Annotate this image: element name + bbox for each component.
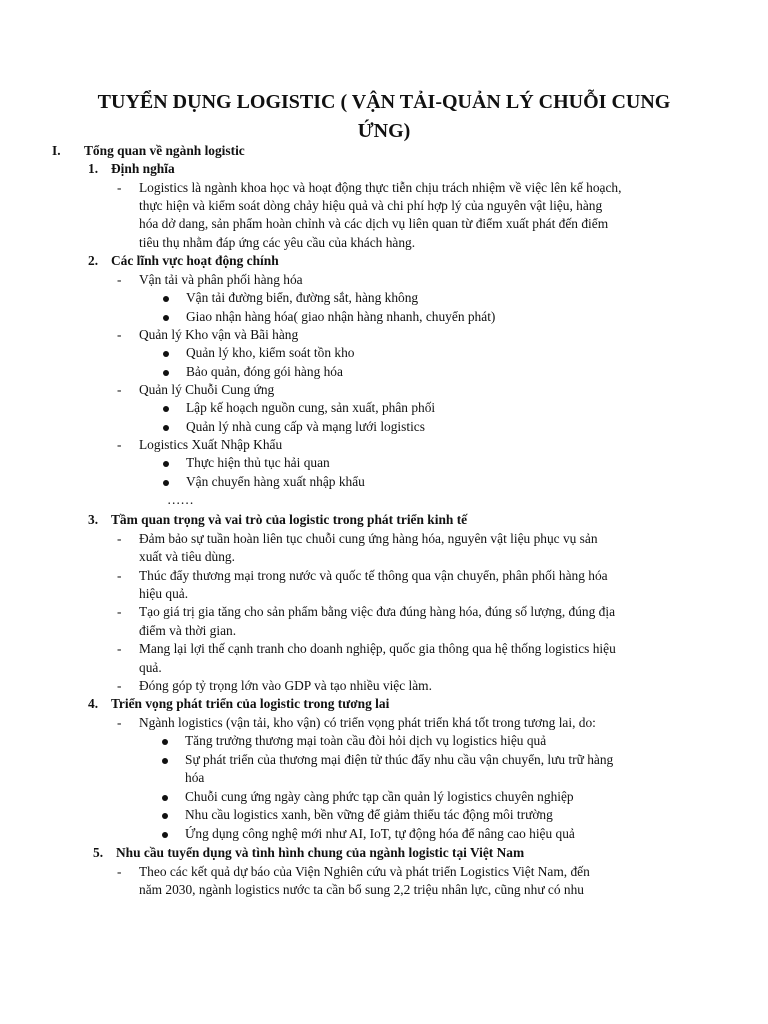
dash-marker: - [117, 568, 122, 583]
definition-line: tiêu thụ nhằm đáp ứng các yêu cầu của khách hàng. [139, 235, 416, 250]
bullet-dot [163, 370, 169, 376]
bullet-dot [163, 351, 169, 357]
importance-line: Thúc đẩy thương mại trong nước và quốc tế thông qua vận chuyển, phân phối hàng hóa [139, 568, 608, 583]
bullet-dot [163, 461, 169, 467]
bullet-dot [162, 832, 168, 838]
ellipsis: …… [167, 492, 194, 507]
recruitment-line: năm 2030, ngành logistics nước ta cần bổ sung 2,2 triệu nhân lực, cũng như có nhu [139, 882, 584, 897]
definition-line: thực hiện và kiểm soát dòng chảy hiệu quả và chi phí hợp lý của nguyên vật liệu, hàng [139, 198, 603, 213]
bullet-dot [163, 296, 169, 302]
dash-marker: - [117, 272, 122, 287]
field-item: Thực hiện thủ tục hải quan [186, 455, 330, 470]
importance-line: hiệu quả. [139, 586, 189, 601]
document-title: TUYỂN DỤNG LOGISTIC ( VẬN TẢI-QUẢN LÝ CHUỖI CUNG ỨNG) [97, 91, 671, 142]
field-item: Quản lý nhà cung cấp và mạng lưới logistics [186, 419, 425, 434]
dash-marker: - [117, 641, 122, 656]
recruitment-line: Theo các kết quả dự báo của Viện Nghiên cứu và phát triển Logistics Việt Nam, đến [139, 864, 590, 879]
subsection-5-heading: Nhu cầu tuyển dụng và tình hình chung của ngành logistic tại Việt Nam [116, 845, 525, 860]
dash-marker: - [117, 531, 122, 546]
bullet-dot [162, 758, 168, 764]
field-item: Vận tải đường biển, đường sắt, hàng không [186, 290, 419, 305]
importance-line: điểm và thời gian. [139, 623, 237, 638]
field-label: Quản lý Kho vận và Bãi hàng [139, 327, 299, 342]
field-item: Quản lý kho, kiểm soát tồn kho [186, 345, 355, 360]
subsection-5-number: 5. [93, 845, 104, 860]
section-number: I. [52, 143, 61, 158]
dash-marker: - [117, 715, 122, 730]
importance-line: quả. [139, 660, 162, 675]
subsection-1-number: 1. [88, 161, 99, 176]
outlook-item: Ứng dụng công nghệ mới như AI, IoT, tự động hóa để nâng cao hiệu quả [185, 826, 575, 841]
field-label: Vận tải và phân phối hàng hóa [139, 272, 303, 287]
importance-line: Đảm bảo sự tuần hoàn liên tục chuỗi cung ứng hàng hóa, nguyên vật liệu phục vụ sản [139, 531, 598, 546]
dash-marker: - [117, 327, 122, 342]
subsection-1-heading: Định nghĩa [111, 161, 175, 176]
bullet-dot [163, 480, 169, 486]
bullet-dot [163, 315, 169, 321]
dash-marker: - [117, 382, 122, 397]
importance-line: xuất và tiêu dùng. [139, 549, 235, 564]
section-heading: Tổng quan về ngành logistic [84, 143, 245, 158]
field-item: Lập kế hoạch nguồn cung, sản xuất, phân phối [186, 400, 436, 415]
importance-line: Tạo giá trị gia tăng cho sản phẩm bằng việc đưa đúng hàng hóa, đúng số lượng, đúng địa [139, 604, 616, 619]
field-item: Bảo quản, đóng gói hàng hóa [186, 364, 343, 379]
subsection-2-number: 2. [88, 253, 99, 268]
bullet-dot [162, 739, 168, 745]
bullet-dot [162, 813, 168, 819]
definition-line: hóa dở dang, sản phẩm hoàn chỉnh và các dịch vụ liên quan từ điểm xuất phát đến điểm [139, 216, 609, 231]
subsection-3-number: 3. [88, 512, 99, 527]
outlook-item: Sự phát triển của thương mại điện tử thúc đẩy nhu cầu vận chuyển, lưu trữ hàng [185, 752, 614, 767]
subsection-3-heading: Tầm quan trọng và vai trò của logistic trong phát triển kinh tế [111, 512, 468, 527]
bullet-dot [163, 425, 169, 431]
field-item: Giao nhận hàng hóa( giao nhận hàng nhanh, chuyển phát) [186, 309, 496, 324]
importance-line: Đóng góp tỷ trọng lớn vào GDP và tạo nhiều việc làm. [139, 678, 432, 693]
outlook-item: Chuỗi cung ứng ngày càng phức tạp cần quản lý logistics chuyên nghiệp [185, 789, 574, 804]
outlook-item: hóa [185, 770, 205, 785]
dash-marker: - [117, 180, 122, 195]
field-label: Quản lý Chuỗi Cung ứng [139, 382, 275, 397]
dash-marker: - [117, 678, 122, 693]
outlook-item: Tăng trưởng thương mại toàn cầu đòi hỏi dịch vụ logistics hiệu quả [185, 733, 547, 748]
field-item: Vận chuyển hàng xuất nhập khẩu [186, 474, 365, 489]
outlook-intro: Ngành logistics (vận tải, kho vận) có triển vọng phát triển khá tốt trong tương lai, do: [139, 715, 596, 730]
dash-marker: - [117, 437, 122, 452]
outlook-item: Nhu cầu logistics xanh, bền vững để giảm thiểu tác động môi trường [185, 807, 553, 822]
dash-marker: - [117, 864, 122, 879]
subsection-4-heading: Triển vọng phát triển của logistic trong tương lai [111, 696, 390, 711]
subsection-2-heading: Các lĩnh vực hoạt động chính [111, 253, 279, 268]
bullet-dot [162, 795, 168, 801]
field-label: Logistics Xuất Nhập Khẩu [139, 437, 283, 452]
subsection-4-number: 4. [88, 696, 99, 711]
importance-line: Mang lại lợi thế cạnh tranh cho doanh nghiệp, quốc gia thông qua hệ thống logistics hiệu [139, 641, 616, 656]
dash-marker: - [117, 604, 122, 619]
bullet-dot [163, 406, 169, 412]
definition-line: Logistics là ngành khoa học và hoạt động thực tiễn chịu trách nhiệm về việc lên kế hoạch, [139, 180, 622, 195]
